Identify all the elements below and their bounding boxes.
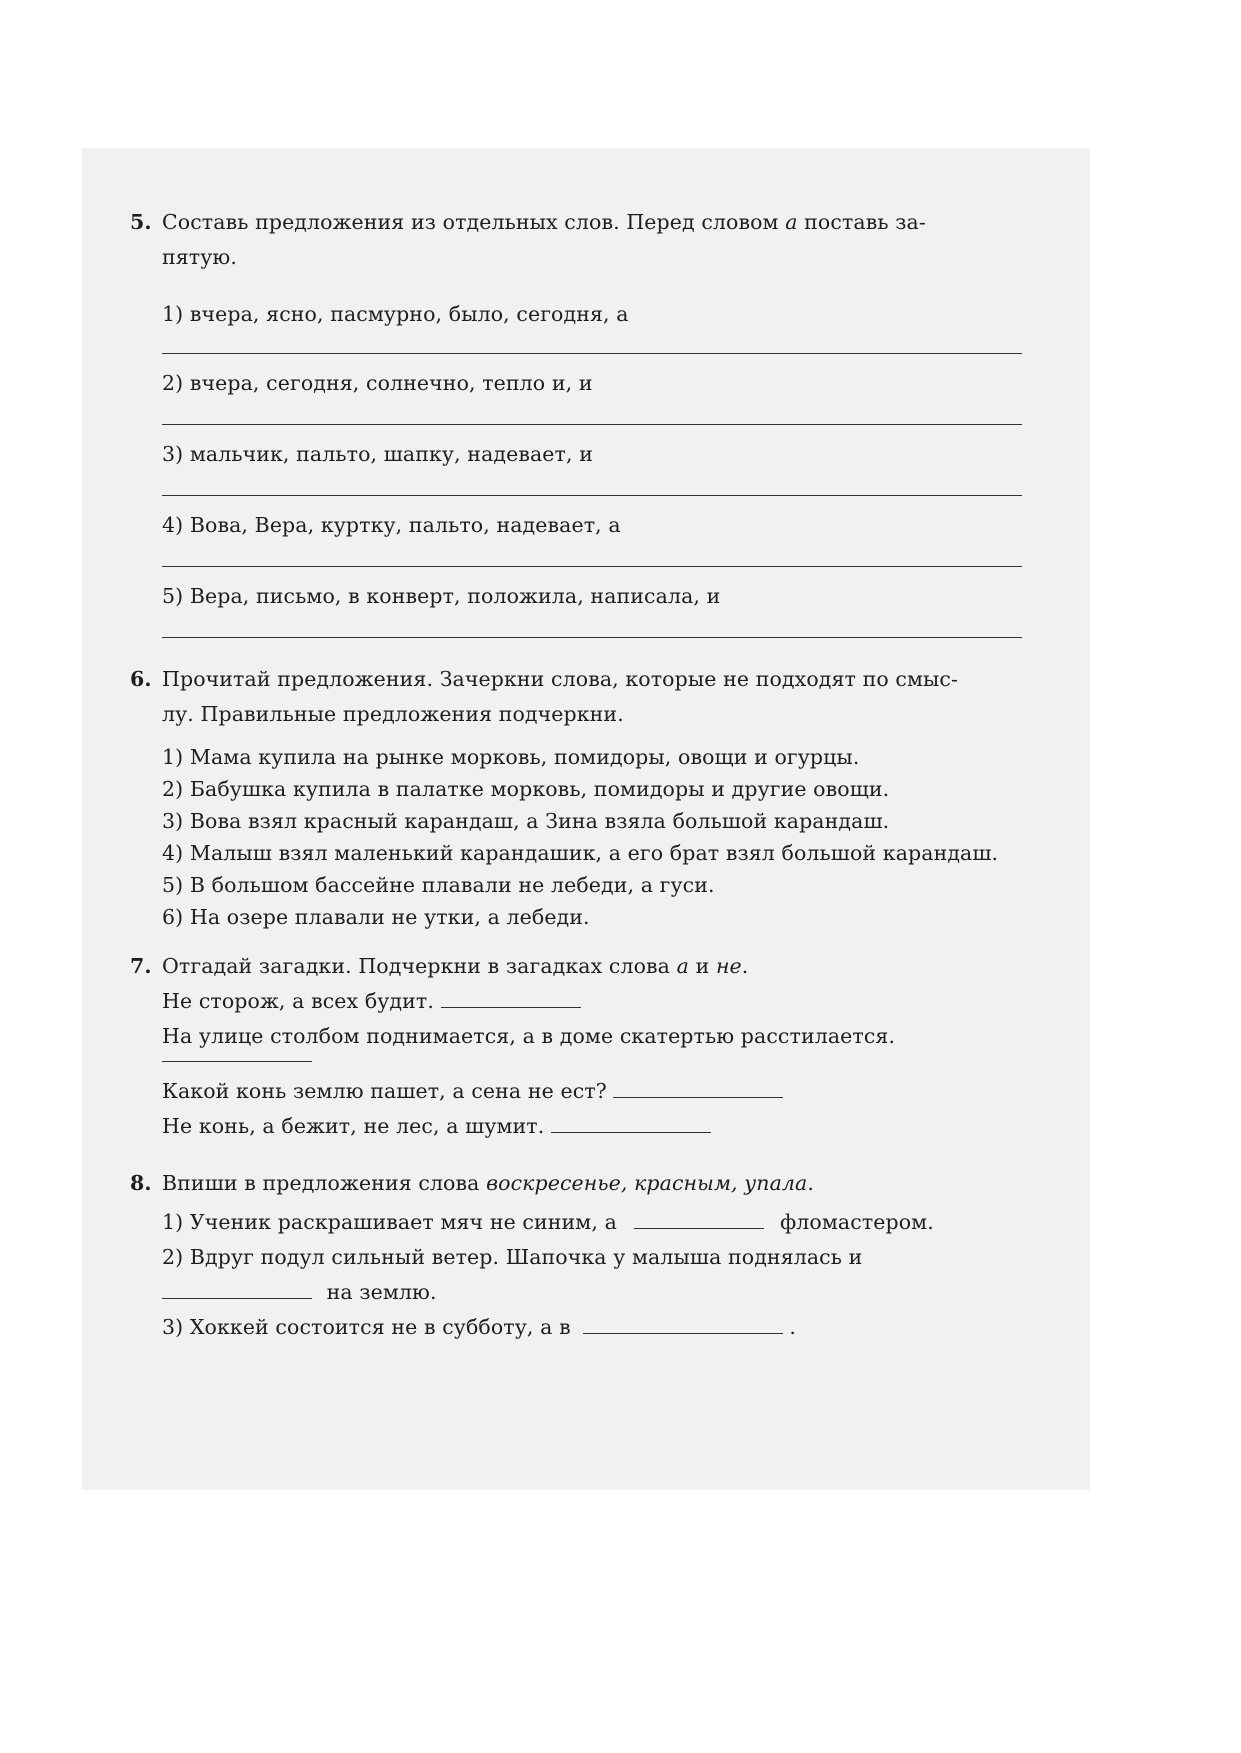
task-number: 5. (130, 210, 152, 234)
task-6 (130, 662, 1070, 935)
task-5-item-5: 5) Вера, письмо, в конверт, положила, написала, и (162, 584, 721, 608)
fill-in-blank[interactable] (583, 1313, 783, 1334)
answer-line[interactable] (162, 636, 1022, 638)
fill-in-blank[interactable] (162, 1278, 312, 1299)
task-5-title: 5. Составь предложения из отдельных слов. Перед словом а поставь за- пятую. (130, 205, 1070, 275)
word-ne: не (715, 954, 742, 978)
task-8-sentence-3: 3) Хоккей состоится не в субботу, а в . (162, 1315, 796, 1339)
riddle-2: На улице столбом поднимается, а в доме скатертью расстилается. (162, 1024, 896, 1048)
task-5 (130, 205, 1070, 638)
riddle-4: Не конь, а бежит, не лес, а шумит. (130, 1109, 1070, 1144)
task-5-item-2: 2) вчера, сегодня, солнечно, тепло и, и (162, 371, 593, 395)
fill-in-blank[interactable] (634, 1208, 764, 1229)
task-number: 7. (130, 954, 152, 978)
riddle-1: Не сторож, а всех будит. (130, 984, 1070, 1019)
task-5-item-4: 4) Вова, Вера, куртку, пальто, надевает, а (162, 513, 621, 537)
task-7 (130, 949, 1070, 1144)
task-6-sentence-1[interactable]: 1) Мама купила на рынке морковь, помидоры, овощи и огурцы. (162, 745, 860, 769)
riddle-answer-blank[interactable] (613, 1077, 783, 1098)
insert-words: воскресенье, красным, упала (486, 1171, 808, 1195)
riddle-answer-blank[interactable] (551, 1112, 711, 1133)
task-6-sentence-6[interactable]: 6) На озере плавали не утки, а лебеди. (162, 905, 590, 929)
task-8-sentence-2-cont: на землю. (130, 1275, 1070, 1310)
word-a: а (785, 210, 798, 234)
task-8-sentence-2: 2) Вдруг подул сильный ветер. Шапочка у малыша поднялась и (162, 1245, 863, 1269)
task-6-sentence-4[interactable]: 4) Малыш взял маленький карандашик, а его брат взял большой карандаш. (162, 841, 999, 865)
task-8-title: 8. Впиши в предложения слова воскресенье, красным, упала. (130, 1166, 1070, 1201)
riddle-3: Какой конь землю пашет, а сена не ест? (130, 1074, 1070, 1109)
task-6-title: 6. Прочитай предложения. Зачеркни слова, которые не подходят по смыс- лу. Правильные предложения подчеркни. (130, 662, 1070, 732)
task-8-sentence-1: 1) Ученик раскрашивает мяч не синим, а фломастером. (162, 1210, 934, 1234)
task-number: 8. (130, 1171, 152, 1195)
task-5-item-3: 3) мальчик, пальто, шапку, надевает, и (162, 442, 593, 466)
task-6-sentence-5[interactable]: 5) В большом бассейне плавали не лебеди, а гуси. (162, 873, 715, 897)
task-6-sentence-3[interactable]: 3) Вова взял красный карандаш, а Зина взяла большой карандаш. (162, 809, 890, 833)
riddle-answer-blank[interactable] (441, 987, 581, 1008)
worksheet-content (130, 205, 1070, 1345)
task-number: 6. (130, 667, 152, 691)
task-7-title: 7. Отгадай загадки. Подчеркни в загадках слова а и не. (130, 949, 1070, 984)
word-a: а (676, 954, 689, 978)
task-6-sentence-2[interactable]: 2) Бабушка купила в палатке морковь, помидоры и другие овощи. (162, 777, 890, 801)
task-8 (130, 1166, 1070, 1345)
task-5-item-1: 1) вчера, ясно, пасмурно, было, сегодня, а (162, 302, 629, 326)
